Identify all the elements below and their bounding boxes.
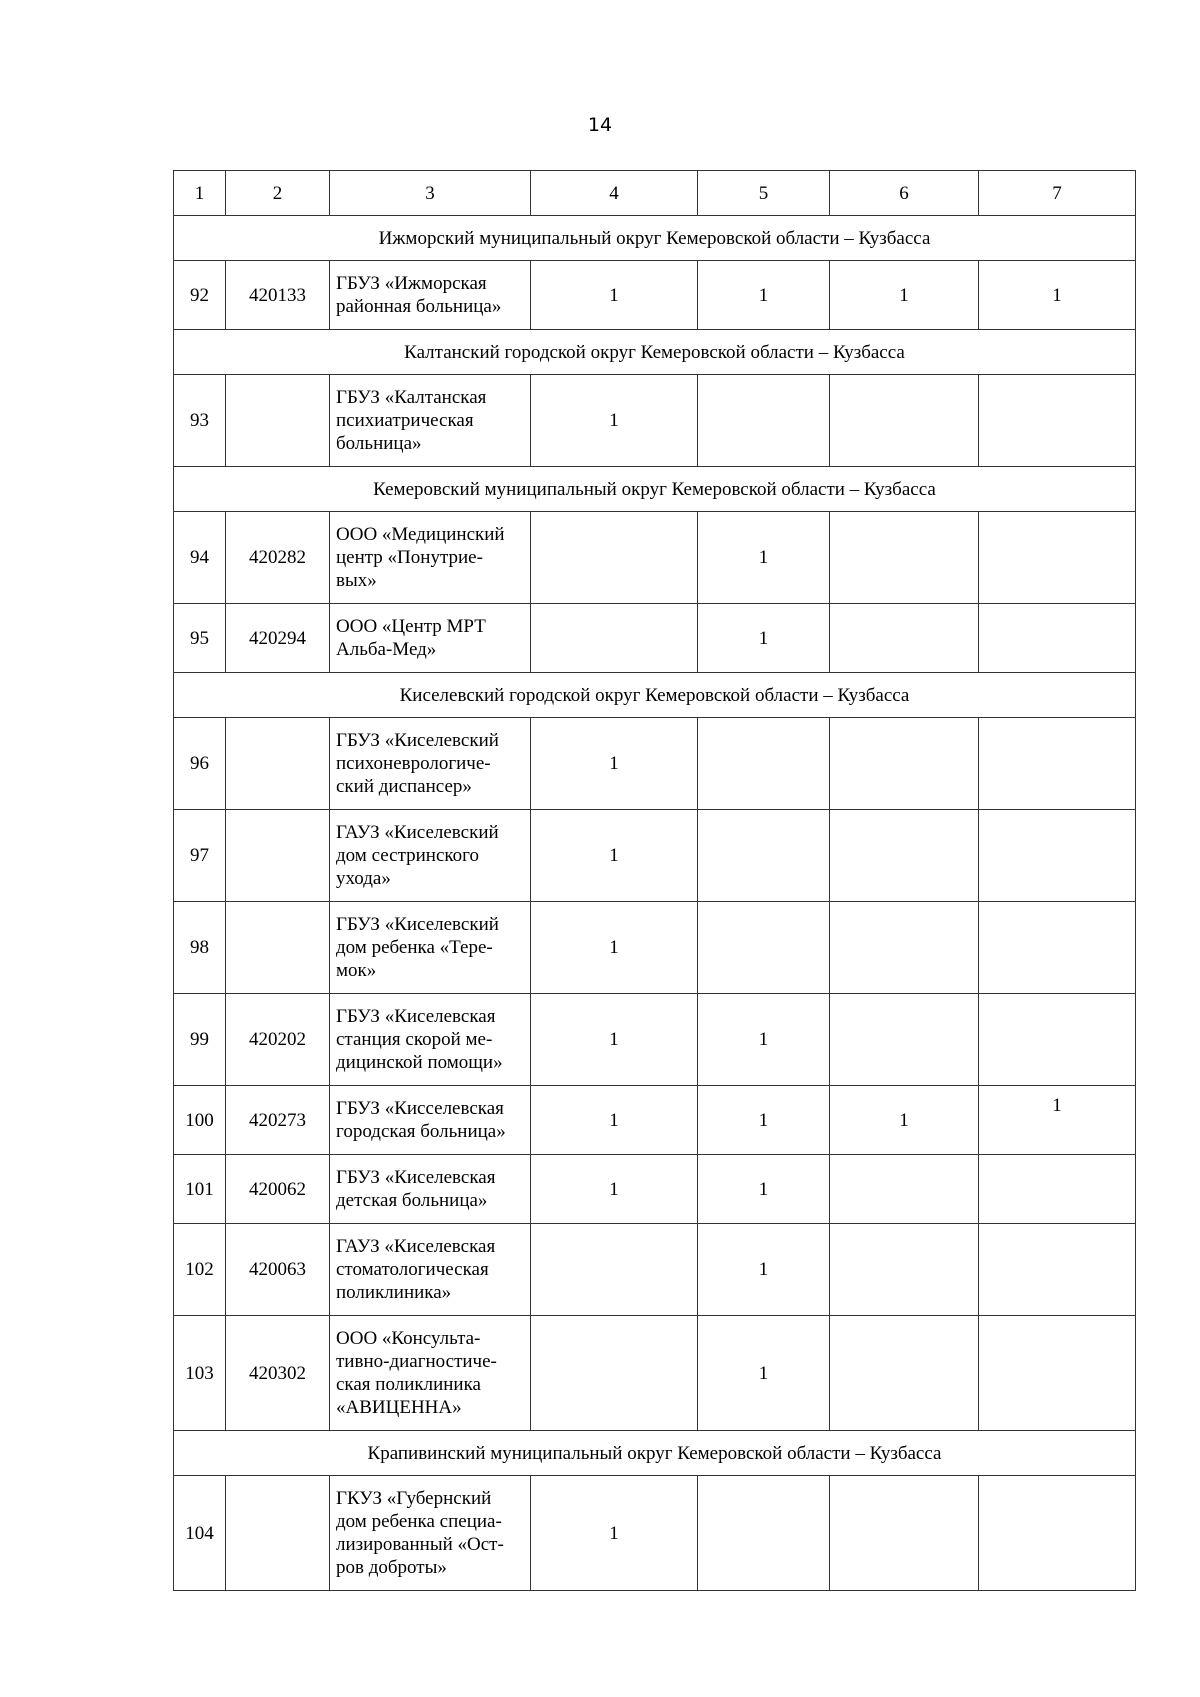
column-6-cell bbox=[830, 512, 979, 604]
column-6-cell bbox=[830, 810, 979, 902]
column-6-cell bbox=[830, 375, 979, 467]
column-7-cell bbox=[979, 1224, 1136, 1316]
column-header: 5 bbox=[698, 171, 830, 216]
organization-name-line: станция скорой ме- bbox=[336, 1029, 493, 1050]
code-cell bbox=[226, 810, 330, 902]
column-5-cell bbox=[698, 718, 830, 810]
column-6-cell bbox=[830, 718, 979, 810]
row-number-cell: 104 bbox=[174, 1476, 226, 1591]
code-cell: 420273 bbox=[226, 1086, 330, 1155]
organization-name-line: поликлиника» bbox=[336, 1282, 452, 1303]
row-number-cell: 103 bbox=[174, 1316, 226, 1431]
table-row bbox=[174, 994, 1136, 1086]
organization-name-line: мок» bbox=[336, 960, 377, 981]
column-7-cell bbox=[979, 810, 1136, 902]
organization-name-line: ООО «Медицинский bbox=[336, 524, 505, 545]
row-number-cell: 101 bbox=[174, 1155, 226, 1224]
column-header: 4 bbox=[531, 171, 698, 216]
organization-name-cell bbox=[330, 1086, 531, 1155]
column-5-cell: 1 bbox=[698, 1224, 830, 1316]
organization-name-line: психиатрическая bbox=[336, 410, 474, 431]
code-cell bbox=[226, 1476, 330, 1591]
row-number-cell: 102 bbox=[174, 1224, 226, 1316]
organization-name-line: ГБУЗ «Ижморская bbox=[336, 273, 487, 294]
organization-name-cell bbox=[330, 1316, 531, 1431]
column-7-cell bbox=[979, 604, 1136, 673]
column-4-cell: 1 bbox=[531, 1155, 698, 1224]
organization-name-line: ГБУЗ «Кисселевская bbox=[336, 1098, 504, 1119]
column-7-cell bbox=[979, 1476, 1136, 1591]
column-4-cell: 1 bbox=[531, 994, 698, 1086]
column-header: 1 bbox=[174, 171, 226, 216]
column-7-cell bbox=[979, 902, 1136, 994]
table-row bbox=[174, 1224, 1136, 1316]
column-6-cell bbox=[830, 1224, 979, 1316]
row-number-cell: 95 bbox=[174, 604, 226, 673]
organization-name-line: ГБУЗ «Киселевский bbox=[336, 730, 499, 751]
column-4-cell bbox=[531, 604, 698, 673]
section-header-row bbox=[174, 330, 1136, 375]
organization-name-line: дицинской помощи» bbox=[336, 1052, 503, 1073]
organization-name-cell bbox=[330, 810, 531, 902]
column-4-cell bbox=[531, 1224, 698, 1316]
column-4-cell: 1 bbox=[531, 810, 698, 902]
column-6-cell: 1 bbox=[830, 1086, 979, 1155]
organization-name-line: городская больница» bbox=[336, 1121, 506, 1142]
column-7-cell bbox=[979, 512, 1136, 604]
column-4-cell bbox=[531, 1316, 698, 1431]
organization-name-line: центр «Понутрие- bbox=[336, 547, 483, 568]
row-number-cell: 100 bbox=[174, 1086, 226, 1155]
organization-name-line: тивно-диагностиче- bbox=[336, 1351, 497, 1372]
organization-name-line: дом ребенка «Тере- bbox=[336, 937, 493, 958]
organization-name-line: вых» bbox=[336, 570, 377, 591]
column-5-cell: 1 bbox=[698, 604, 830, 673]
column-7-cell: 1 bbox=[979, 261, 1136, 330]
code-cell: 420133 bbox=[226, 261, 330, 330]
section-header-row bbox=[174, 216, 1136, 261]
row-number-cell: 94 bbox=[174, 512, 226, 604]
organization-name-line: ООО «Консульта- bbox=[336, 1328, 481, 1349]
column-5-cell bbox=[698, 1476, 830, 1591]
row-number-cell: 96 bbox=[174, 718, 226, 810]
organization-name-line: больница» bbox=[336, 433, 422, 454]
organization-name-line: ГАУЗ «Киселевский bbox=[336, 822, 499, 843]
organization-name-cell bbox=[330, 604, 531, 673]
organization-name-cell bbox=[330, 1476, 531, 1591]
column-5-cell: 1 bbox=[698, 1316, 830, 1431]
table-row bbox=[174, 902, 1136, 994]
code-cell bbox=[226, 718, 330, 810]
section-title: Кемеровский муниципальный округ Кемеровской области – Кузбасса bbox=[174, 467, 1136, 512]
column-5-cell: 1 bbox=[698, 261, 830, 330]
column-header: 7 bbox=[979, 171, 1136, 216]
column-5-cell bbox=[698, 810, 830, 902]
code-cell bbox=[226, 375, 330, 467]
organization-name-line: ГБУЗ «Киселевская bbox=[336, 1006, 496, 1027]
column-header: 2 bbox=[226, 171, 330, 216]
section-title: Киселевский городской округ Кемеровской области – Кузбасса bbox=[174, 673, 1136, 718]
table-row bbox=[174, 718, 1136, 810]
column-6-cell bbox=[830, 604, 979, 673]
table-row bbox=[174, 261, 1136, 330]
section-title: Крапивинский муниципальный округ Кемеровской области – Кузбасса bbox=[174, 1431, 1136, 1476]
row-number-cell: 93 bbox=[174, 375, 226, 467]
organization-name-line: лизированный «Ост- bbox=[336, 1534, 504, 1555]
organization-name-cell bbox=[330, 902, 531, 994]
organization-name-line: ров доброты» bbox=[336, 1557, 447, 1578]
organization-name-cell bbox=[330, 1155, 531, 1224]
code-cell: 420202 bbox=[226, 994, 330, 1086]
organization-name-line: ООО «Центр МРТ bbox=[336, 616, 486, 637]
code-cell: 420282 bbox=[226, 512, 330, 604]
column-4-cell: 1 bbox=[531, 902, 698, 994]
code-cell: 420063 bbox=[226, 1224, 330, 1316]
organization-name-cell bbox=[330, 512, 531, 604]
row-number-cell: 99 bbox=[174, 994, 226, 1086]
organization-name-line: дом ребенка специа- bbox=[336, 1511, 502, 1532]
section-header-row bbox=[174, 467, 1136, 512]
section-header-row bbox=[174, 1431, 1136, 1476]
column-7-cell bbox=[979, 1155, 1136, 1224]
column-6-cell bbox=[830, 1316, 979, 1431]
column-header: 6 bbox=[830, 171, 979, 216]
code-cell bbox=[226, 902, 330, 994]
table-row bbox=[174, 1155, 1136, 1224]
table-row bbox=[174, 512, 1136, 604]
organization-name-line: Альба-Мед» bbox=[336, 639, 437, 660]
organization-name-line: ГБУЗ «Киселевский bbox=[336, 914, 499, 935]
column-5-cell bbox=[698, 902, 830, 994]
table-row bbox=[174, 1476, 1136, 1591]
column-4-cell: 1 bbox=[531, 1086, 698, 1155]
column-4-cell: 1 bbox=[531, 375, 698, 467]
organization-name-line: ская поликлиника bbox=[336, 1374, 481, 1395]
organization-name-cell bbox=[330, 261, 531, 330]
column-5-cell: 1 bbox=[698, 1155, 830, 1224]
row-number-cell: 92 bbox=[174, 261, 226, 330]
column-7-cell bbox=[979, 994, 1136, 1086]
organization-name-line: районная больница» bbox=[336, 296, 502, 317]
column-6-cell bbox=[830, 1476, 979, 1591]
organization-name-line: ГКУЗ «Губернский bbox=[336, 1488, 492, 1509]
section-title: Ижморский муниципальный округ Кемеровской области – Кузбасса bbox=[174, 216, 1136, 261]
organization-name-line: ский диспансер» bbox=[336, 776, 472, 797]
column-5-cell: 1 bbox=[698, 512, 830, 604]
code-cell: 420294 bbox=[226, 604, 330, 673]
column-4-cell: 1 bbox=[531, 718, 698, 810]
organization-name-line: психоневрологиче- bbox=[336, 753, 491, 774]
column-header: 3 bbox=[330, 171, 531, 216]
organization-name-cell bbox=[330, 994, 531, 1086]
organization-name-line: ухода» bbox=[336, 868, 391, 889]
row-number-cell: 98 bbox=[174, 902, 226, 994]
organization-name-line: «АВИЦЕННА» bbox=[336, 1397, 462, 1418]
organization-name-line: ГБУЗ «Киселевская bbox=[336, 1167, 496, 1188]
section-header-row bbox=[174, 673, 1136, 718]
column-6-cell bbox=[830, 902, 979, 994]
column-4-cell bbox=[531, 512, 698, 604]
column-6-cell bbox=[830, 994, 979, 1086]
organization-name-cell bbox=[330, 718, 531, 810]
page-number: 14 bbox=[587, 114, 613, 136]
code-cell: 420062 bbox=[226, 1155, 330, 1224]
column-4-cell: 1 bbox=[531, 1476, 698, 1591]
table-row bbox=[174, 375, 1136, 467]
row-number-cell: 97 bbox=[174, 810, 226, 902]
column-6-cell bbox=[830, 1155, 979, 1224]
table-row bbox=[174, 1086, 1136, 1155]
organization-name-line: ГБУЗ «Калтанская bbox=[336, 387, 487, 408]
column-5-cell: 1 bbox=[698, 994, 830, 1086]
column-5-cell: 1 bbox=[698, 1086, 830, 1155]
organization-name-cell bbox=[330, 1224, 531, 1316]
column-5-cell bbox=[698, 375, 830, 467]
column-6-cell: 1 bbox=[830, 261, 979, 330]
code-cell: 420302 bbox=[226, 1316, 330, 1431]
table-row bbox=[174, 604, 1136, 673]
registry-table bbox=[173, 170, 1136, 1591]
organization-name-line: стоматологическая bbox=[336, 1259, 489, 1280]
column-4-cell: 1 bbox=[531, 261, 698, 330]
column-7-cell bbox=[979, 718, 1136, 810]
organization-name-line: дом сестринского bbox=[336, 845, 479, 866]
table-row bbox=[174, 1316, 1136, 1431]
organization-name-cell bbox=[330, 375, 531, 467]
section-title: Калтанский городской округ Кемеровской области – Кузбасса bbox=[174, 330, 1136, 375]
column-7-cell bbox=[979, 375, 1136, 467]
table-row bbox=[174, 810, 1136, 902]
column-7-cell: 1 bbox=[979, 1086, 1136, 1155]
column-7-cell bbox=[979, 1316, 1136, 1431]
organization-name-line: детская больница» bbox=[336, 1190, 488, 1211]
column-number-header-row bbox=[174, 171, 1136, 216]
organization-name-line: ГАУЗ «Киселевская bbox=[336, 1236, 496, 1257]
